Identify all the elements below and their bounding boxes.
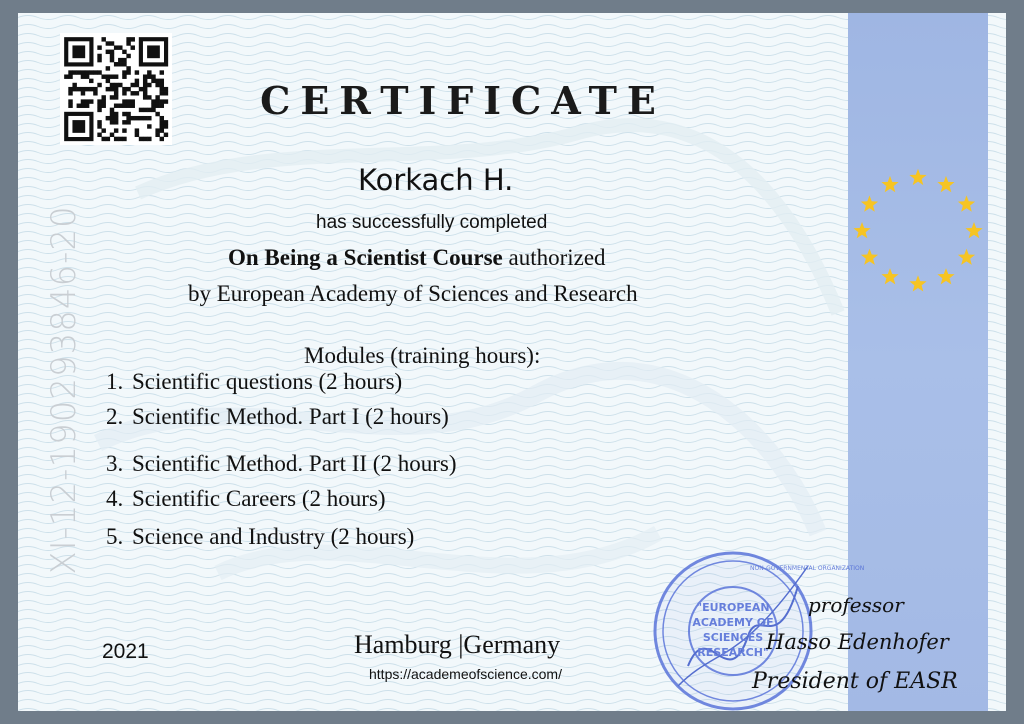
module-item xyxy=(106,524,414,550)
module-number: 2. xyxy=(106,404,124,429)
stamp-top-text: NON-GOVERNMENTAL ORGANIZATION xyxy=(750,565,865,572)
star-icon xyxy=(965,222,982,238)
module-item xyxy=(106,451,456,477)
star-icon xyxy=(958,195,975,211)
module-number: 4. xyxy=(106,486,124,511)
certificate-title: CERTIFICATE xyxy=(260,78,666,123)
signer-title: professor xyxy=(808,593,904,617)
issue-year: 2021 xyxy=(102,640,149,663)
star-icon xyxy=(909,275,926,291)
course-name: On Being a Scientist Course xyxy=(228,245,503,270)
star-icon xyxy=(937,176,954,192)
module-label: Scientific questions (2 hours) xyxy=(132,369,403,394)
recipient-name: Korkach H. xyxy=(358,163,514,197)
star-icon xyxy=(958,249,975,265)
certificate-id: XI-12-190293846-20 xyxy=(44,205,84,575)
stamp-line: "EUROPEAN xyxy=(696,601,770,614)
website-link[interactable]: https://academeofscience.com/ xyxy=(369,666,562,682)
issuer-line: by European Academy of Sciences and Research xyxy=(188,281,638,306)
star-icon xyxy=(861,249,878,265)
module-number: 1. xyxy=(106,369,124,394)
stamp-line: RESEARCH" xyxy=(697,646,769,659)
module-number: 3. xyxy=(106,451,124,476)
module-label: Scientific Careers (2 hours) xyxy=(132,486,386,511)
module-item xyxy=(106,369,402,395)
star-icon xyxy=(909,169,926,185)
module-item xyxy=(106,486,386,512)
star-icon xyxy=(881,268,898,284)
module-label: Science and Industry (2 hours) xyxy=(132,524,415,549)
qr-code-icon xyxy=(60,33,172,145)
module-item xyxy=(106,404,449,430)
completion-text: has successfully completed xyxy=(316,212,548,233)
star-icon xyxy=(853,222,870,238)
signer-role: President of EASR xyxy=(752,669,958,694)
module-label: Scientific Method. Part II (2 hours) xyxy=(132,451,457,476)
signer-name: Hasso Edenhofer xyxy=(766,630,949,654)
star-icon xyxy=(881,176,898,192)
eu-stars-icon xyxy=(848,163,988,313)
module-number: 5. xyxy=(106,524,124,549)
course-line xyxy=(228,245,606,271)
star-icon xyxy=(937,268,954,284)
stamp-line: ACADEMY OF xyxy=(692,616,774,629)
module-label: Scientific Method. Part I (2 hours) xyxy=(132,404,449,429)
modules-heading: Modules (training hours): xyxy=(304,343,541,368)
certificate-paper xyxy=(18,13,1006,711)
issue-location: Hamburg |Germany xyxy=(354,630,561,659)
authorized-text: authorized xyxy=(502,245,606,270)
stamp-line: SCIENCES xyxy=(702,631,764,644)
star-icon xyxy=(861,195,878,211)
